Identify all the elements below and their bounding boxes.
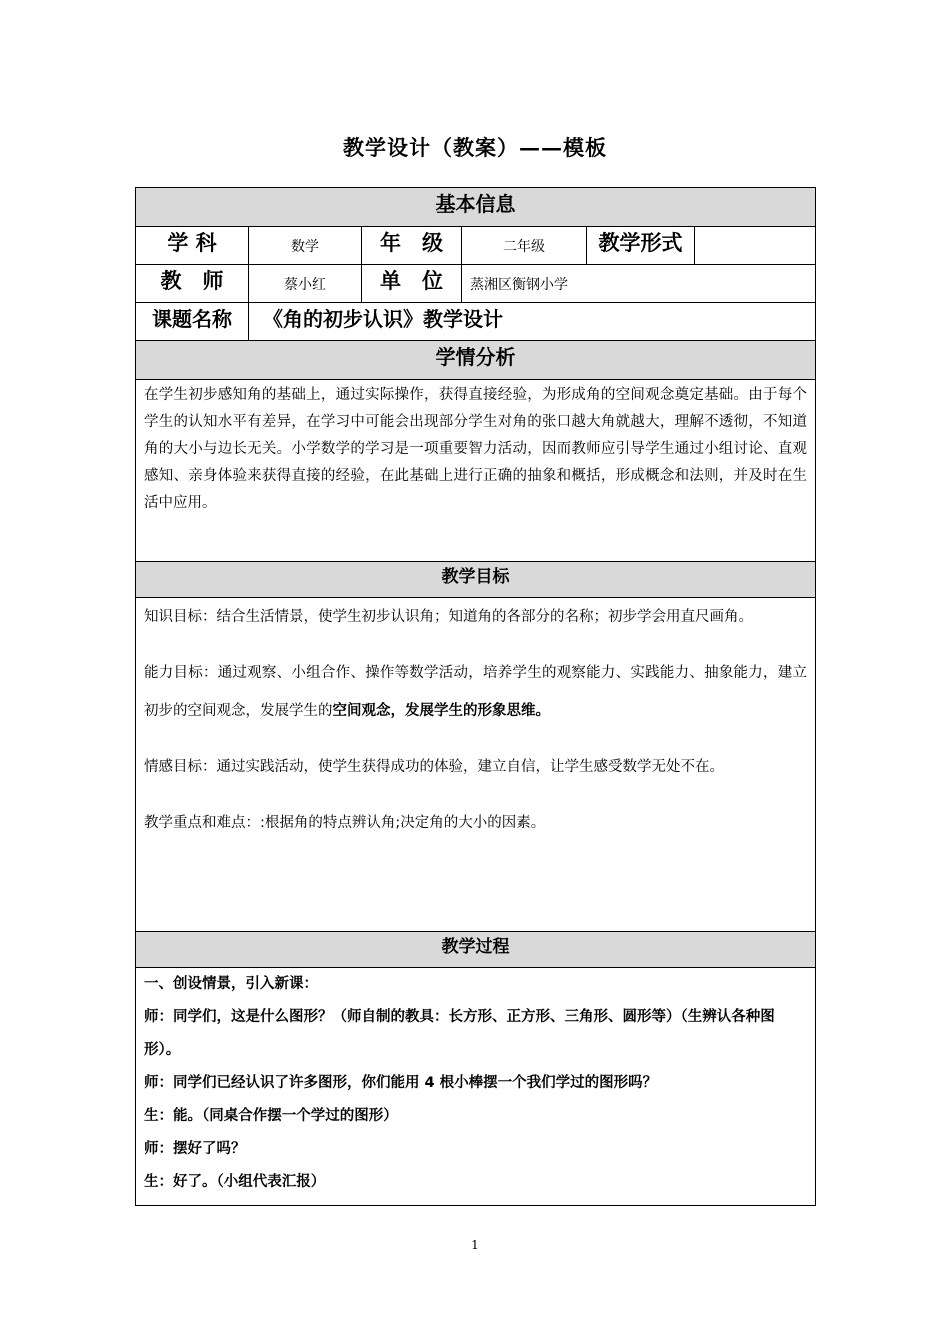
process-content	[136, 968, 816, 1206]
teacher-value: 蔡小红	[249, 265, 362, 303]
goals-content	[136, 598, 816, 932]
unit-value: 蒸湘区衡钢小学	[462, 265, 816, 303]
document-title: 教学设计（教案）——模板	[343, 135, 607, 160]
form-value	[695, 227, 816, 265]
process-line: 师：同学们已经认识了许多图形，你们能用 4 根小棒摆一个我们学过的图形吗？	[144, 1075, 658, 1091]
page-number: 1	[471, 1238, 479, 1252]
grade-label: 年 级	[362, 227, 462, 265]
goals-header: 教学目标	[136, 562, 816, 598]
process-line: 生：好了。（小组代表汇报）	[144, 1174, 326, 1190]
analysis-text: 在学生初步感知角的基础上，通过实际操作，获得直接经验，为形成角的空间观念奠定基础。由于每个学生的认知水平有差异，在学习中可能会出现部分学生对角的张口越大角就越大，理解不透彻，不知道角的大小与边长无关。小学数学的学习是一项重要智力活动，因而教师应引导学生通过小组讨论、直观感知、亲身体验来获得直接的经验，在此基础上进行正确的抽象和概括，形成概念和法则，并及时在生活中应用。	[136, 380, 816, 562]
key-points: 教学重点和难点：:根据角的特点辨认角;决定角的大小的因素。	[144, 815, 546, 831]
process-line: 生：能。（同桌合作摆一个学过的图形）	[144, 1108, 398, 1124]
form-label: 教学形式	[587, 227, 695, 265]
topic-label: 课题名称	[136, 303, 249, 341]
basic-info-header: 基本信息	[136, 188, 816, 227]
subject-value: 数学	[249, 227, 362, 265]
process-line: 师：摆好了吗？	[144, 1141, 246, 1157]
teacher-label: 教 师	[136, 265, 249, 303]
emotion-goal: 情感目标：通过实践活动，使学生获得成功的体验，建立自信，让学生感受数学无处不在。	[144, 759, 724, 775]
ability-goal	[144, 654, 807, 730]
ability-goal-text: 能力目标：通过观察、小组合作、操作等数学活动，培养学生的观察能力、实践能力、抽象能力，建立初步的空间观念，发展学生的	[144, 665, 807, 719]
topic-value: 《角的初步认识》教学设计	[249, 303, 816, 341]
ability-goal-emphasis: 空间观念，发展学生的形象思维。	[332, 703, 550, 719]
process-header: 教学过程	[136, 932, 816, 968]
subject-label: 学 科	[136, 227, 249, 265]
analysis-header: 学情分析	[136, 341, 816, 380]
process-line: 一、创设情景，引入新课：	[144, 976, 318, 992]
grade-value: 二年级	[462, 227, 587, 265]
lesson-plan-table	[135, 187, 816, 1206]
process-line: 师：同学们，这是什么图形？（师自制的教具：长方形、正方形、三角形、圆形等）（生辨认各种图形）。	[144, 1009, 775, 1058]
unit-label: 单 位	[362, 265, 462, 303]
knowledge-goal: 知识目标：结合生活情景，使学生初步认识角；知道角的各部分的名称；初步学会用直尺画角。	[144, 609, 753, 625]
